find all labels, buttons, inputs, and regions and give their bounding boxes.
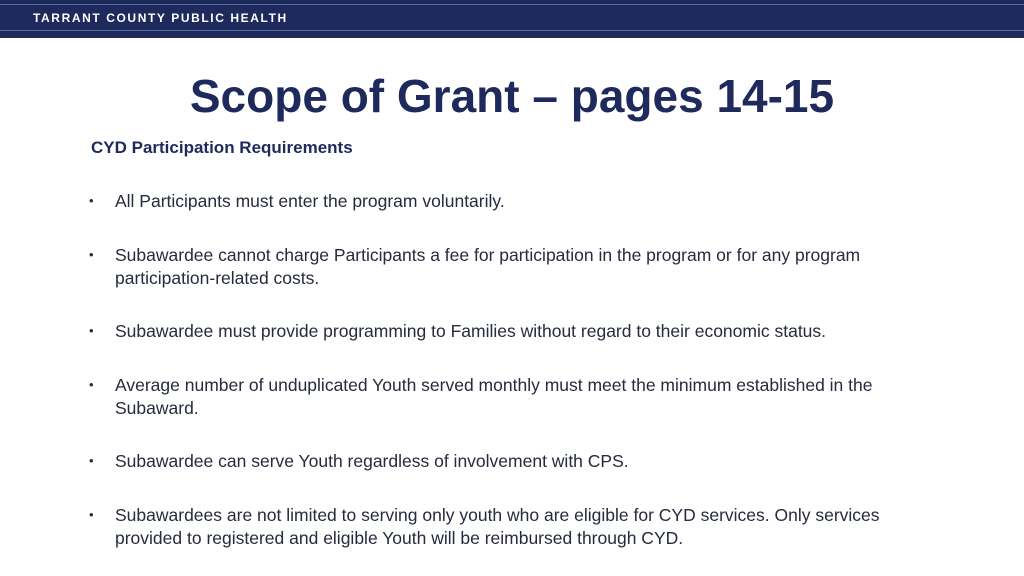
bullet-item: [89, 320, 949, 343]
bullet-icon: •: [89, 453, 94, 468]
bullet-text: Subawardee must provide programming to Families without regard to their economic status.: [115, 321, 827, 341]
bullet-item: [89, 450, 949, 473]
bullet-icon: •: [89, 193, 94, 208]
bullet-icon: •: [89, 247, 94, 262]
bullet-text: Subawardees are not limited to serving only youth who are eligible for CYD services. Only services provided to registered and eligible Youth will be reimbursed through CYD.: [115, 505, 880, 548]
slide-subtitle: CYD Participation Requirements: [91, 138, 353, 157]
bullet-text: All Participants must enter the program voluntarily.: [115, 191, 505, 211]
bullet-text: Subawardee can serve Youth regardless of involvement with CPS.: [115, 451, 629, 471]
bullet-icon: •: [89, 377, 94, 392]
bullet-text: Average number of unduplicated Youth served monthly must meet the minimum established in the Subaward.: [115, 375, 873, 418]
bullet-icon: •: [89, 323, 94, 338]
bullet-item: [89, 504, 949, 549]
bullet-icon: •: [89, 507, 94, 522]
bullet-text: Subawardee cannot charge Participants a fee for participation in the program or for any program participation-related costs.: [115, 245, 861, 288]
slide-title: Scope of Grant – pages 14-15: [189, 70, 835, 122]
bullet-item: [89, 374, 949, 419]
bullet-item: [89, 244, 949, 289]
bullet-item: [89, 190, 949, 213]
organization-name: TARRANT COUNTY PUBLIC HEALTH: [33, 11, 288, 25]
